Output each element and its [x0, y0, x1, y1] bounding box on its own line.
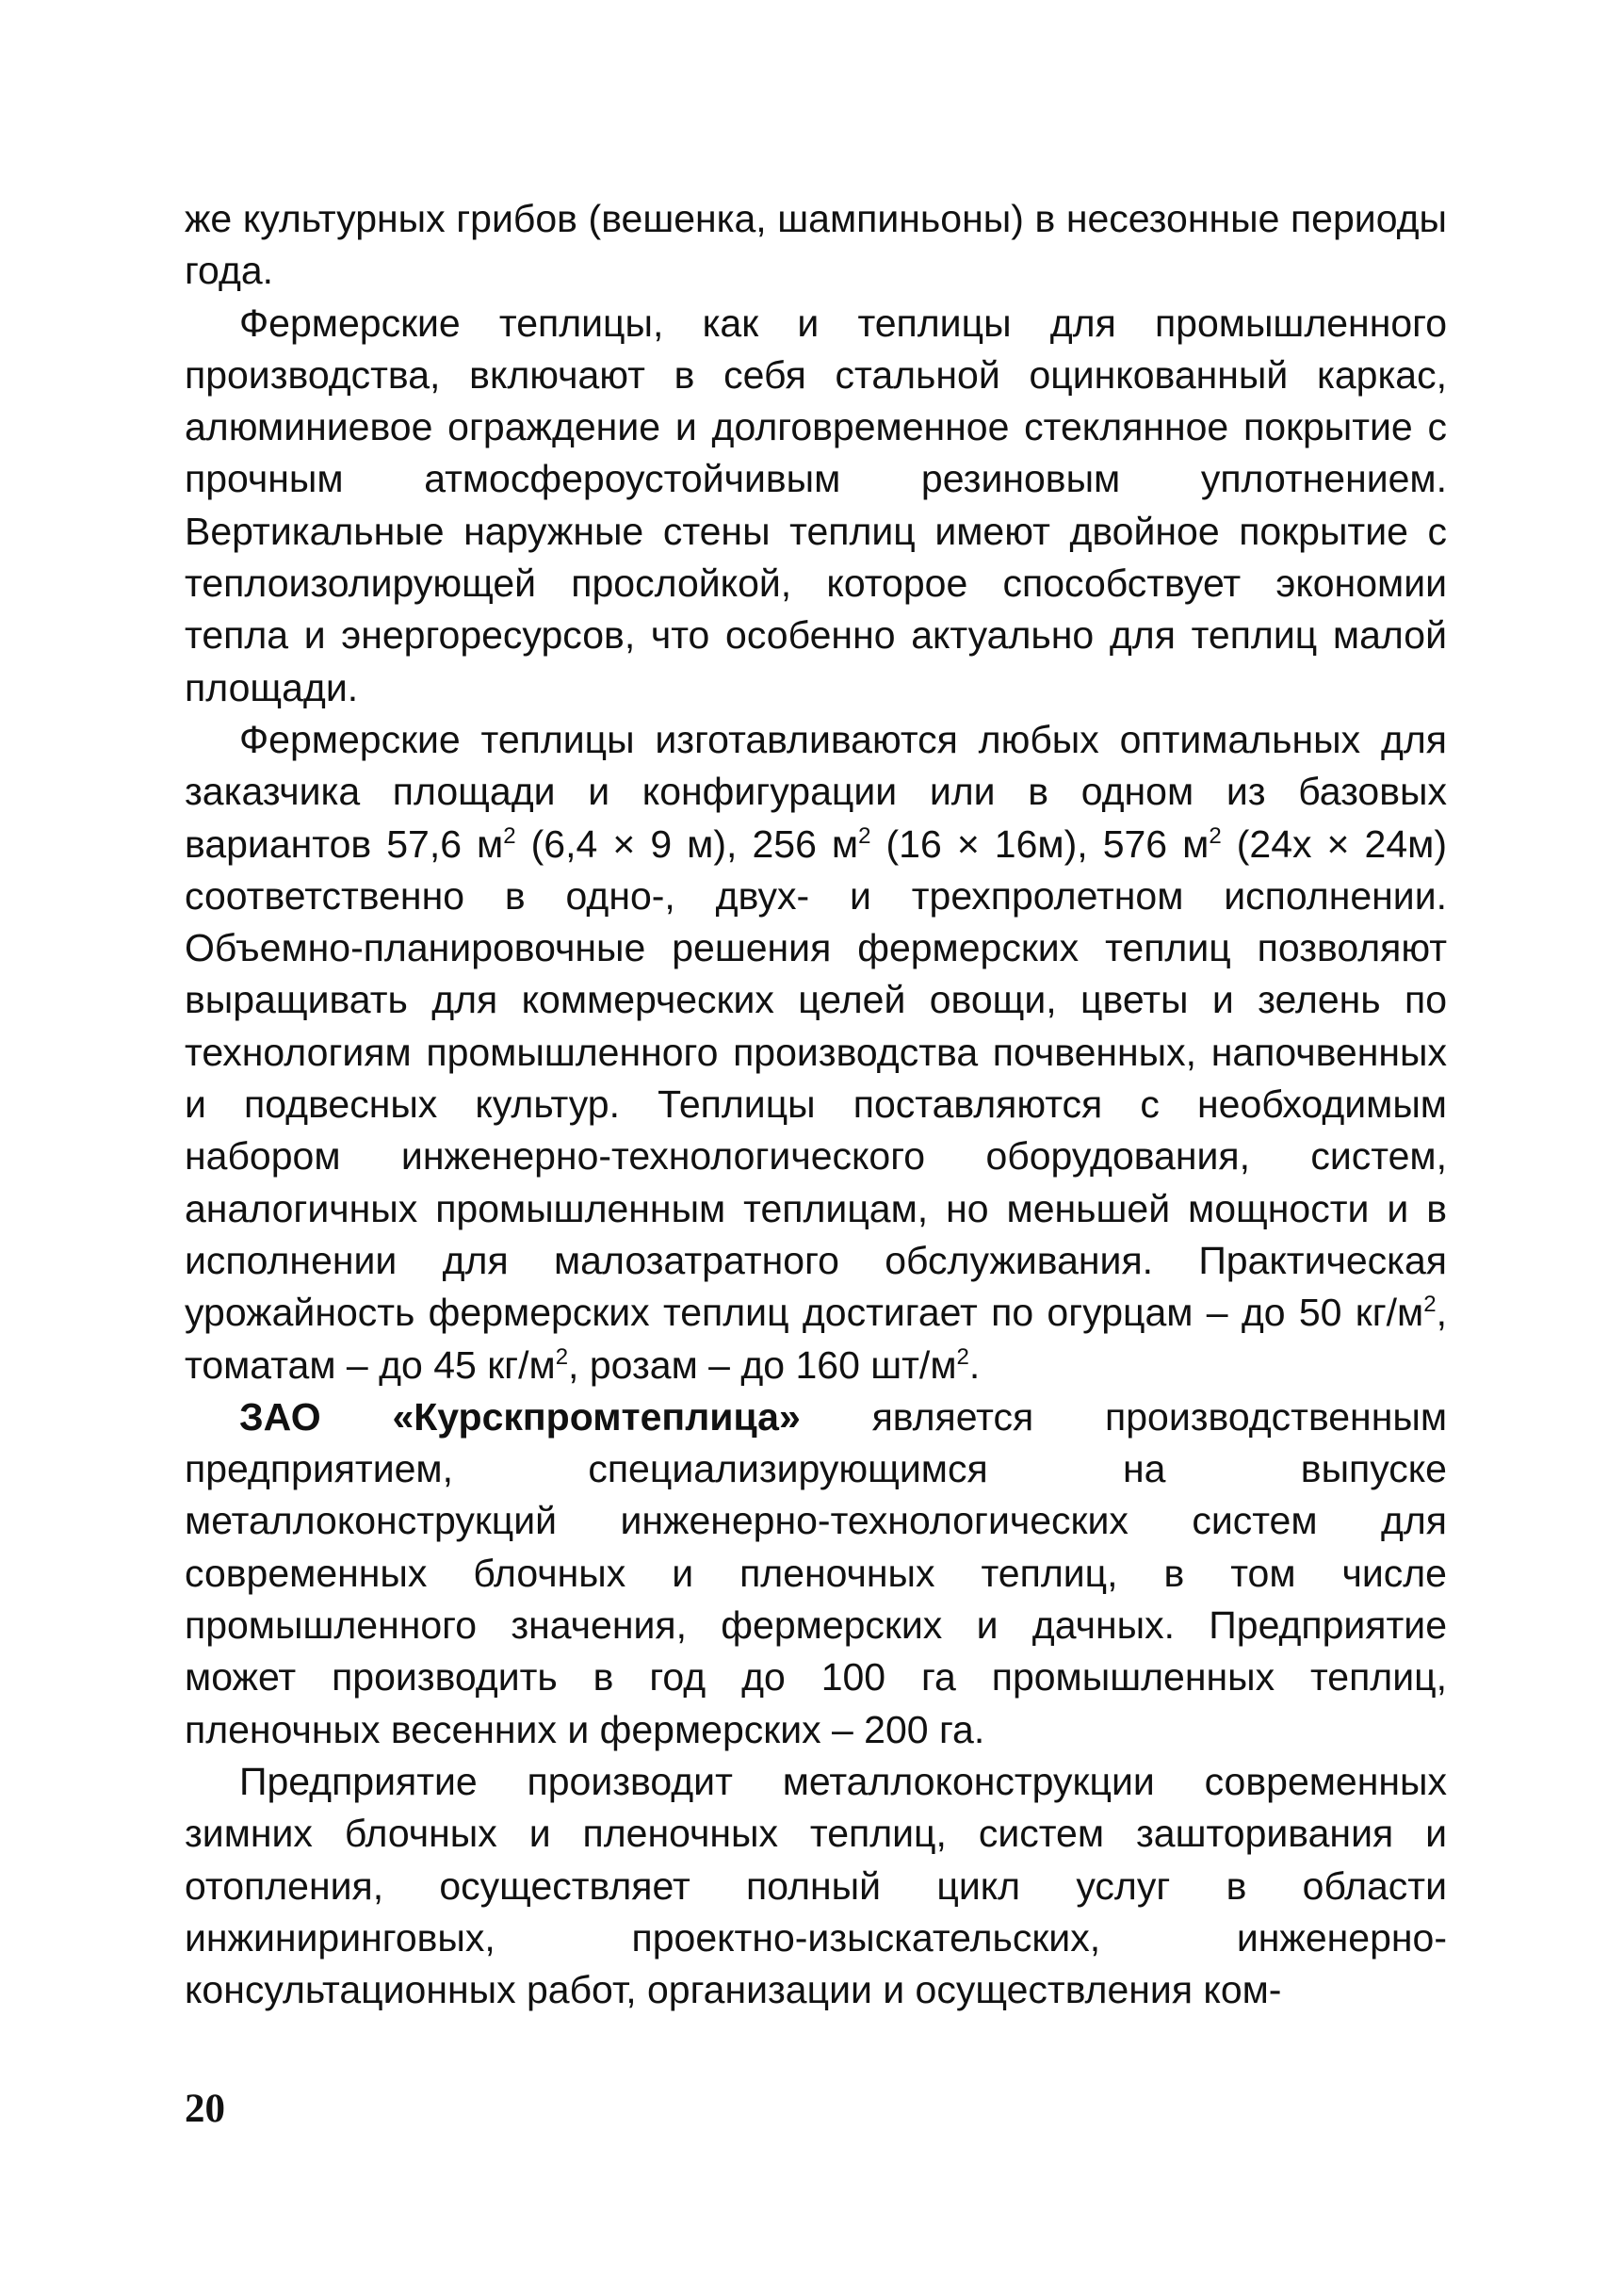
superscript: 2: [1423, 1292, 1437, 1318]
text-segment: является производственным предприятием, специализирующимся на выпуске металлоконструкций инженерно-технологических систем для современных блочных и пленочных теплиц, в том числе промышленного значения, фермерских и дачных. Предприятие может производить в год до 100 га промышленных теплиц, пленочных весенних и фермерских – 200 га.: [185, 1394, 1448, 1751]
text-segment: Фермерские теплицы изготавливаются любых оптимальных для заказчика площади и конфигурации или в одном из базовых вариантов 57,6 м: [185, 717, 1447, 866]
text-segment: (24х × 24м) соответственно в одно-, двух- и трехпролетном исполнении. Объемно-планировочные решения фермерских теплиц позволяют выращивать для коммерческих целей овощи, цветы и зелень по технологиям промышленного производства почвенных, напочвенных и подвесных культур. Теплицы поставляются с необходимым набором инженерно-технологического оборудования, систем, аналогичных промышленным теплицам, но меньшей мощности и в исполнении для малозатратного обслуживания. Практическая урожайность фермерских теплиц достигает по огурцам – до 50 кг/м: [185, 821, 1447, 1335]
text-segment: (16 × 16м), 576 м: [870, 821, 1210, 866]
superscript: 2: [858, 822, 871, 849]
text-segment: .: [968, 1342, 981, 1387]
text-segment: , томатам – до 45 кг/м: [185, 1291, 1447, 1387]
company-name: ЗАО «Курскпромтеплица»: [239, 1394, 801, 1439]
superscript: 2: [503, 822, 516, 849]
superscript: 2: [1209, 822, 1222, 849]
text-segment: , розам – до 160 шт/м: [568, 1342, 957, 1387]
superscript: 2: [956, 1343, 969, 1370]
paragraph-farm-greenhouses-structure: Фермерские теплицы, как и теплицы для промышленного производства, включают в себя стальной оцинкованный каркас, алюминиевое ограждение и долговременное стеклянное покрытие с прочным атмосфероустойчивым резиновым уплотнением. Вертикальные наружные стены теплиц имеют двойное покрытие с теплоизолирующей прослойкой, которое способствует экономии тепла и энергоресурсов, что особенно актуально для теплиц малой площади.: [185, 301, 1447, 709]
text-segment: (6,4 × 9 м), 256 м: [515, 821, 859, 866]
paragraph-continuation: же культурных грибов (вешенка, шампиньоны) в несезонные периоды года.: [185, 197, 1447, 293]
paragraph-company-services: Предприятие производит металлоконструкции современных зимних блочных и пленочных теплиц, систем зашторивания и отопления, осуществляет полный цикл услуг в области инжиниринговых, проектно-изыскательских, инженерно-консультационных работ, организации и осуществления ком-: [185, 1759, 1447, 2012]
page-number: 20: [185, 2087, 225, 2131]
body-text: [185, 193, 1447, 2016]
superscript: 2: [555, 1343, 569, 1370]
paragraph-company: [185, 1391, 1447, 1756]
paragraph-farm-greenhouses-variants: [185, 714, 1447, 1391]
